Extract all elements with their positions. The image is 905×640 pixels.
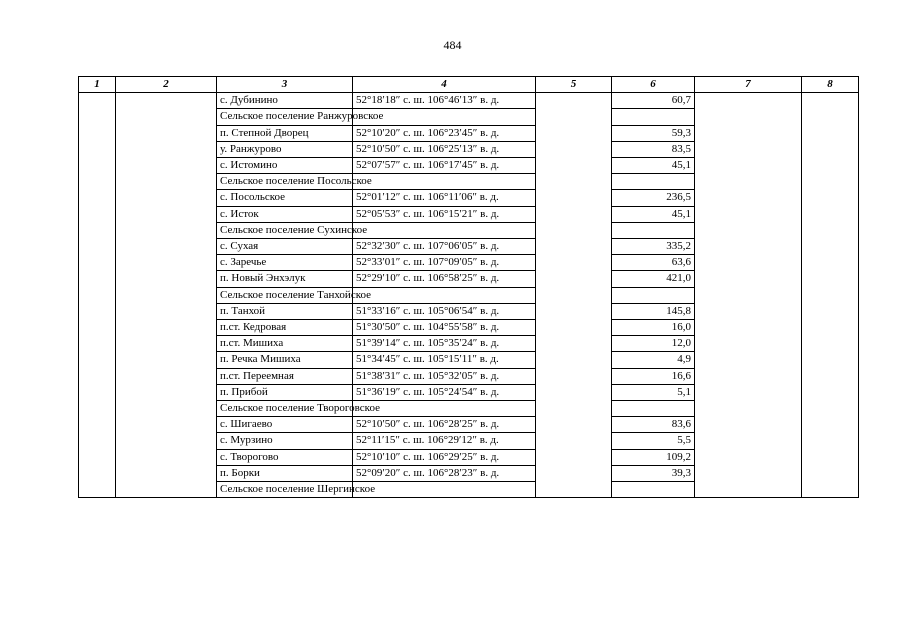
value-cell: 236,5 [612,190,695,206]
coordinates-cell: 51°34′45″ с. ш. 105°15′11″ в. д. [353,352,536,368]
coordinates-cell: 52°11′15″ с. ш. 106°29′12″ в. д. [353,433,536,449]
group-heading-cell: Сельское поселение Шергинское [217,482,353,498]
value-cell [612,109,695,125]
settlement-name-cell: с. Истомино [217,158,353,174]
settlement-name-cell: с. Сухая [217,239,353,255]
coordinates-cell: 52°05′53″ с. ш. 106°15′21″ в. д. [353,206,536,222]
coordinates-cell: 51°30′50″ с. ш. 104°55′58″ в. д. [353,320,536,336]
settlement-name-cell: п.ст. Переемная [217,368,353,384]
value-cell [612,401,695,417]
group-heading-cell: Сельское поселение Сухинское [217,222,353,238]
settlement-name-cell: п. Речка Мишиха [217,352,353,368]
col-1-cell [79,93,116,498]
column-header: 5 [536,77,612,93]
column-header: 2 [116,77,217,93]
value-cell [612,222,695,238]
coordinates-cell: 52°18′18″ с. ш. 106°46′13″ в. д. [353,93,536,109]
settlement-name-cell: п.ст. Мишиха [217,336,353,352]
group-heading-cell: Сельское поселение Танхойское [217,287,353,303]
coordinates-cell: 51°33′16″ с. ш. 105°06′54″ в. д. [353,303,536,319]
settlement-name-cell: п. Новый Энхэлук [217,271,353,287]
coordinates-cell: 52°09′20″ с. ш. 106°28′23″ в. д. [353,465,536,481]
coordinates-cell: 52°07′57″ с. ш. 106°17′45″ в. д. [353,158,536,174]
settlement-name-cell: с. Посольское [217,190,353,206]
header-row [79,77,859,93]
value-cell: 83,6 [612,417,695,433]
column-header: 7 [695,77,802,93]
col-8-cell [802,93,859,498]
coordinates-cell: 51°36′19″ с. ш. 105°24′54″ в. д. [353,384,536,400]
settlement-name-cell: с. Творогово [217,449,353,465]
value-cell: 5,5 [612,433,695,449]
coordinates-cell: 52°01′12″ с. ш. 106°11′06″ в. д. [353,190,536,206]
settlement-name-cell: п. Танхой [217,303,353,319]
coordinates-cell: 52°10′10″ с. ш. 106°29′25″ в. д. [353,449,536,465]
value-cell: 16,0 [612,320,695,336]
value-cell: 421,0 [612,271,695,287]
value-cell [612,287,695,303]
col-7-cell [695,93,802,498]
coordinates-cell: 52°32′30″ с. ш. 107°06′05″ в. д. [353,239,536,255]
coordinates-cell [353,174,536,190]
settlement-name-cell: с. Дубинино [217,93,353,109]
settlement-name-cell: п. Прибой [217,384,353,400]
column-header: 4 [353,77,536,93]
settlement-name-cell: п. Борки [217,465,353,481]
value-cell: 39,3 [612,465,695,481]
settlement-name-cell: с. Заречье [217,255,353,271]
value-cell: 83,5 [612,141,695,157]
coordinates-cell: 52°10′20″ с. ш. 106°23′45″ в. д. [353,125,536,141]
column-header: 6 [612,77,695,93]
value-cell: 16,6 [612,368,695,384]
column-header: 3 [217,77,353,93]
coordinates-cell: 52°10′50″ с. ш. 106°28′25″ в. д. [353,417,536,433]
settlement-name-cell: у. Ранжурово [217,141,353,157]
value-cell: 335,2 [612,239,695,255]
settlement-name-cell: с. Мурзино [217,433,353,449]
value-cell: 60,7 [612,93,695,109]
table-row [79,93,859,109]
column-header: 1 [79,77,116,93]
value-cell: 12,0 [612,336,695,352]
value-cell: 59,3 [612,125,695,141]
group-heading-cell: Сельское поселение Ранжуровское [217,109,353,125]
value-cell [612,482,695,498]
col-2-cell [116,93,217,498]
coordinates-cell: 52°29′10″ с. ш. 106°58′25″ в. д. [353,271,536,287]
coordinates-cell [353,222,536,238]
coordinates-cell: 52°10′50″ с. ш. 106°25′13″ в. д. [353,141,536,157]
coordinates-cell: 52°33′01″ с. ш. 107°09′05″ в. д. [353,255,536,271]
value-cell [612,174,695,190]
coordinates-cell: 51°38′31″ с. ш. 105°32′05″ в. д. [353,368,536,384]
settlement-name-cell: п.ст. Кедровая [217,320,353,336]
value-cell: 5,1 [612,384,695,400]
column-header: 8 [802,77,859,93]
value-cell: 145,8 [612,303,695,319]
value-cell: 109,2 [612,449,695,465]
settlements-table [78,76,859,498]
settlement-name-cell: с. Исток [217,206,353,222]
coordinates-cell [353,482,536,498]
page-number: 484 [443,38,462,52]
value-cell: 63,6 [612,255,695,271]
value-cell: 45,1 [612,206,695,222]
value-cell: 4,9 [612,352,695,368]
coordinates-cell: 51°39′14″ с. ш. 105°35′24″ в. д. [353,336,536,352]
value-cell: 45,1 [612,158,695,174]
settlement-name-cell: с. Шигаево [217,417,353,433]
coordinates-cell [353,287,536,303]
group-heading-cell: Сельское поселение Твороговское [217,401,353,417]
settlement-name-cell: п. Степной Дворец [217,125,353,141]
col-5-cell [536,93,612,498]
group-heading-cell: Сельское поселение Посольское [217,174,353,190]
